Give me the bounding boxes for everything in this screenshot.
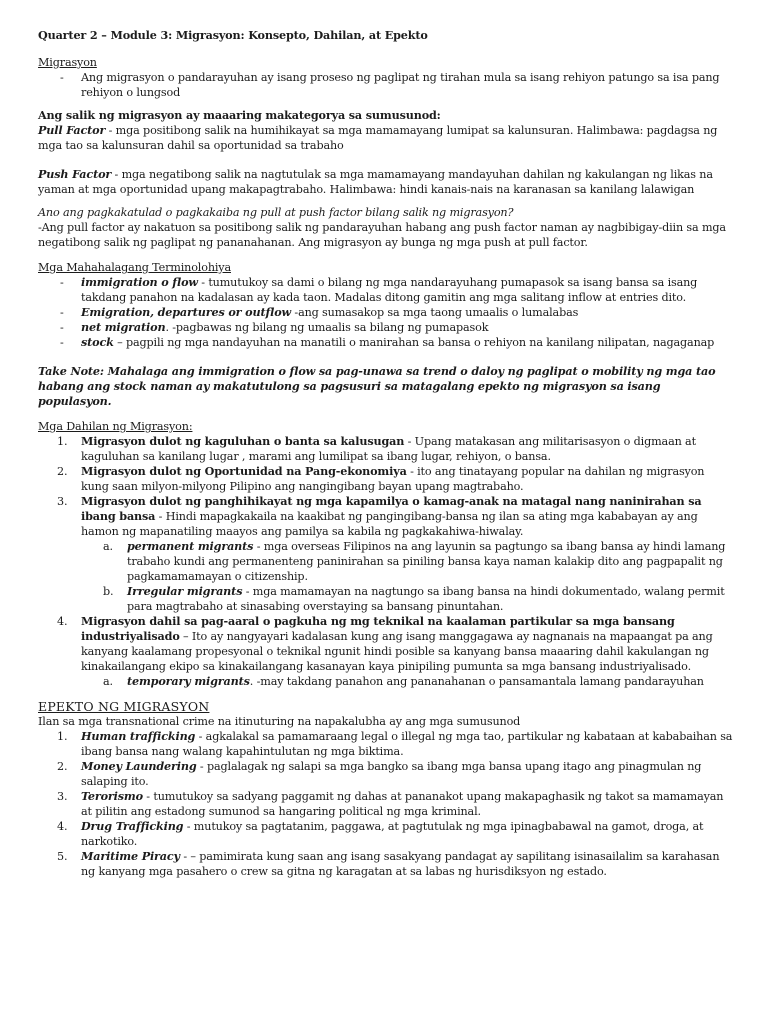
term-label: net migration <box>81 320 166 334</box>
dahilan-item <box>38 494 734 539</box>
term-item-emigration <box>38 305 734 320</box>
pull-factor-paragraph <box>38 123 734 153</box>
document-page <box>38 28 734 879</box>
dahilan-subtext: - mga mamamayan na nagtungo sa ibang bansa na hindi dokumentado, walang permit para magtrabaho at sinasabing overstaying sa bansang pinuntahan. <box>127 585 725 613</box>
terminolohiya-list <box>38 275 734 350</box>
list-number: 4. <box>57 820 68 833</box>
epekto-term: Human trafficking <box>81 729 196 743</box>
dahilan-subtext: . -may takdang panahon ang pananahanan o pansamantala lamang pandarayuhan <box>249 675 704 688</box>
list-letter: b. <box>103 585 114 598</box>
dahilan-subitem <box>38 539 734 584</box>
dahilan-sublist <box>38 539 734 614</box>
dahilan-subterm: temporary migrants <box>127 674 250 688</box>
dahilan-item <box>38 434 734 464</box>
epekto-text: - mutukoy sa pagtatanim, paggawa, at pagtutulak ng mga ipinagbabawal na gamot, droga, at narkotiko. <box>81 820 704 848</box>
dahilan-subterm: permanent migrants <box>127 539 254 553</box>
list-number: 2. <box>57 760 68 773</box>
list-number: 5. <box>57 850 68 863</box>
term-item-net-migration <box>38 320 734 335</box>
epekto-text: - paglalagak ng salapi sa mga bangko sa ibang mga bansa upang itago ang pinagmulan ng salaping ito. <box>81 760 702 788</box>
list-letter: a. <box>103 675 113 688</box>
dahilan-sublist <box>38 674 734 689</box>
epekto-text: - agkalakal sa pamamaraang legal o illegal ng mga tao, partikular ng kabataan at kababaihan sa ibang bansa nang walang kapahintulutan ng mga biktima. <box>81 730 733 758</box>
epekto-term: Maritime Piracy <box>81 849 180 863</box>
take-note: Take Note: Mahalaga ang immigration o flow sa pag-unawa sa trend o daloy ng paglipat o mobility ng mga tao habang ang stock naman ay makatutulong sa pagsusuri sa matagalang epekto ng migrasyon sa isang populasyon. <box>38 364 716 408</box>
epekto-item <box>38 759 734 789</box>
dahilan-heading: Mga Dahilan ng Migrasyon: <box>38 420 193 433</box>
dahilan-subtext: - mga overseas Filipinos na ang layunin sa pagtungo sa ibang bansa ay hindi lamang trabaho kundi ang permanenteng paninirahan sa piniling bansa kaya naman kalakip dito ang pagpapalit ng pagkamamamayan o citizenship. <box>127 540 726 583</box>
migrasyon-list <box>38 70 734 100</box>
epekto-item <box>38 729 734 759</box>
list-letter: a. <box>103 540 113 553</box>
epekto-item <box>38 819 734 849</box>
list-number: 3. <box>57 790 68 803</box>
term-item-stock <box>38 335 734 350</box>
dahilan-subitem <box>38 584 734 614</box>
dahilan-subitem <box>38 674 734 689</box>
pull-factor-term: Pull Factor <box>38 123 106 137</box>
pull-factor-text: - mga positibong salik na humihikayat sa mga mamamayang lumipat sa kalunsuran. Halimbawa: pagdagsa ng mga tao sa kalunsuran dahil sa oportunidad sa trabaho <box>38 124 718 152</box>
dahilan-term: Migrasyon dulot ng Oportunidad na Pang-ekonomiya <box>81 464 407 478</box>
epekto-term: Money Laundering <box>81 759 197 773</box>
epekto-list <box>38 729 734 879</box>
salik-answer: -Ang pull factor ay nakatuon sa positibong salik ng pandarayuhan habang ang push factor naman ay nagbibigay-diin sa mga negatibong salik ng paglipat ng pananahanan. Ang migrasyon ay bunga ng mga push at pull factor. <box>38 221 726 249</box>
list-number: 1. <box>57 435 68 448</box>
epekto-item <box>38 849 734 879</box>
migrasyon-heading: Migrasyon <box>38 56 97 69</box>
salik-question: Ano ang pagkakatulad o pagkakaiba ng pull at push factor bilang salik ng migrasyon? <box>38 206 514 219</box>
term-label: Emigration, departures or outflow <box>81 305 292 319</box>
dahilan-text: - Upang matakasan ang militarisasyon o digmaan at kaguluhan sa kanilang lugar , marami ang lumilipat sa ibang lugar, rehiyon, o bansa. <box>81 435 696 463</box>
epekto-term: Drug Trafficking <box>81 819 184 833</box>
epekto-heading: EPEKTO NG MIGRASYON <box>38 699 210 714</box>
term-item-immigration <box>38 275 734 305</box>
list-number: 4. <box>57 615 68 628</box>
push-factor-text: - mga negatibong salik na nagtutulak sa mga mamamayang mandayuhan dahilan ng kakulangan ng likas na yaman at mga oportunidad upang makapagtrabaho. Halimbawa: hindi kanais-nais na karanasan sa kanilang lalawigan <box>38 168 713 196</box>
push-factor-term: Push Factor <box>38 167 112 181</box>
term-definition: . -pagbawas ng bilang ng umaalis sa bilang ng pumapasok <box>165 321 489 334</box>
push-factor-paragraph <box>38 167 734 197</box>
term-definition: - tumutukoy sa dami o bilang ng mga nandarayuhang pumapasok sa isang bansa sa isang takdang panahon na kadalasan ay kada taon. Madalas ditong gamitin ang mga salitang inflow at entries dito. <box>81 276 698 304</box>
dahilan-text: – Ito ay nangyayari kadalasan kung ang isang manggagawa ay nagnanais na mapaangat pa ang kanyang kaalamang propesyonal o teknikal ngunit hindi posible sa kanyang bansa maaaring dahil kakulangan ng kinakailangang ekipo sa kinakailangang kasanayan kaya pinipiling pumunta sa mga bansang industriyalisado. <box>81 630 713 673</box>
term-label: stock <box>81 335 114 349</box>
dahilan-term: Migrasyon dahil sa pag-aaral o pagkuha ng mg teknikal na kaalaman partikular sa mga bansang industriyalisado <box>81 614 675 643</box>
migrasyon-definition: - Ang migrasyon o pandarayuhan ay isang proseso ng paglipat ng tirahan mula sa isang rehiyon patungo sa isa pang rehiyon o lungsod <box>38 70 734 100</box>
epekto-text: - – pamimirata kung saan ang isang sasakyang pandagat ay sapilitang isinasailalim sa karahasan ng kanyang mga pasahero o crew sa gitna ng karagatan at sa labas ng hurisdiksyon ng estado. <box>81 850 720 878</box>
epekto-item <box>38 789 734 819</box>
dahilan-item <box>38 614 734 674</box>
dahilan-list-continued <box>38 614 734 674</box>
terminolohiya-heading: Mga Mahahalagang Terminolohiya <box>38 261 231 274</box>
dahilan-list <box>38 434 734 539</box>
dahilan-subterm: Irregular migrants <box>127 584 243 598</box>
document-title: Quarter 2 – Module 3: Migrasyon: Konsepto, Dahilan, at Epekto <box>38 28 428 42</box>
epekto-term: Terorismo <box>81 789 143 803</box>
term-label: immigration o flow <box>81 275 198 289</box>
list-number: 2. <box>57 465 68 478</box>
list-number: 3. <box>57 495 68 508</box>
dahilan-text: - ito ang tinatayang popular na dahilan ng migrasyon kung saan milyon-milyong Pilipino ang nangingibang bayan upang magtrabaho. <box>81 465 705 493</box>
salik-heading: Ang salik ng migrasyon ay maaaring makategorya sa sumusunod: <box>38 108 441 122</box>
epekto-text: - tumutukoy sa sadyang paggamit ng dahas at pananakot upang makapaghasik ng takot sa mamamayan at pilitin ang estadong sumunod sa hangaring political ng mga kriminal. <box>81 790 724 818</box>
dahilan-term: Migrasyon dulot ng panghihikayat ng mga kapamilya o kamag-anak na matagal nang naninirahan sa ibang bansa <box>81 494 702 523</box>
dahilan-term: Migrasyon dulot ng kaguluhan o banta sa kalusugan <box>81 434 405 448</box>
term-definition: -ang sumasakop sa mga taong umaalis o lumalabas <box>291 306 579 319</box>
term-definition: – pagpili ng mga nandayuhan na manatili o manirahan sa bansa o rehiyon na kanilang nilipatan, nagaganap <box>113 336 715 349</box>
list-number: 1. <box>57 730 68 743</box>
epekto-intro: Ilan sa mga transnational crime na itinuturing na napakalubha ay ang mga sumusunod <box>38 715 521 728</box>
dahilan-item <box>38 464 734 494</box>
dahilan-text: - Hindi mapagkakaila na kaakibat ng pangingibang-bansa ng ilan sa ating mga kababayan ay ang hamon ng mapanatiling maayos ang pamilya sa kabila ng pagkakahiwa-hiwalay. <box>81 510 698 538</box>
